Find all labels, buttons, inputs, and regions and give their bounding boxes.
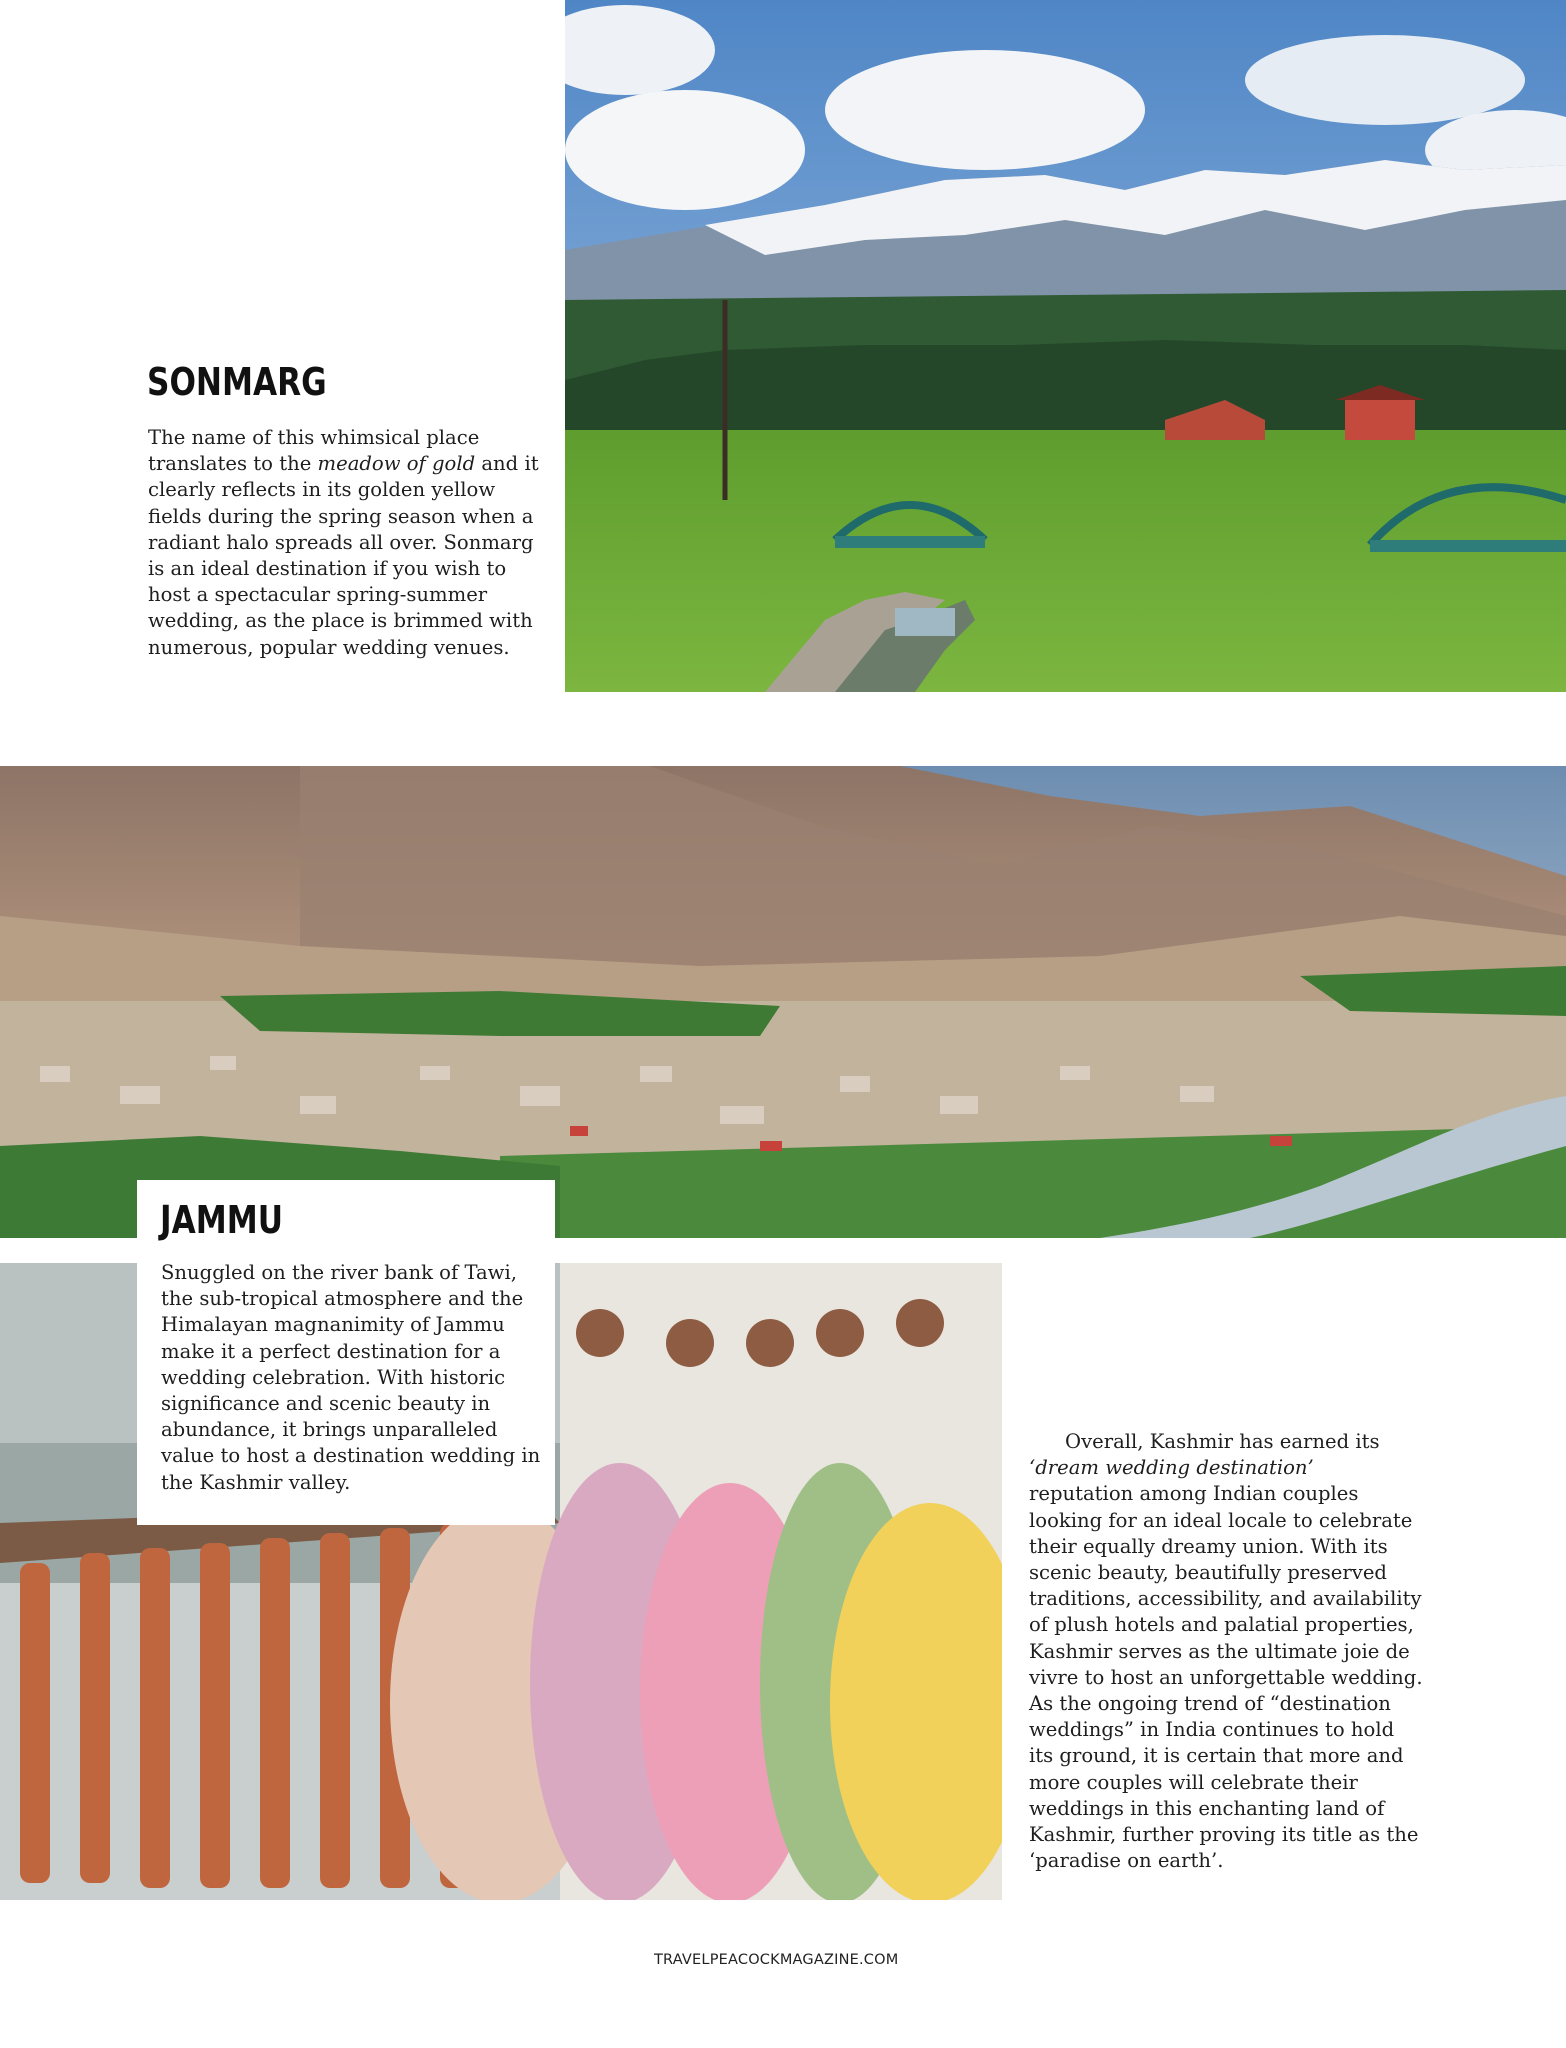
sonmarg-heading: SONMARG (147, 360, 327, 404)
jammu-description: Snuggled on the river bank of Tawi, the sub-tropical atmosphere and the Himalayan magnanimity of Jammu make it a perfect destination for a wedding celebration. With historic significance and scenic beauty in abundance, it brings unparalleled value to host a destination wedding in the Kashmir valley. (161, 1261, 541, 1494)
conclusion-paragraph (1029, 1429, 1424, 1874)
conclusion-text-2: reputation among Indian couples looking for an ideal locale to celebrate their equally dreamy union. With its scenic beauty, beautifully preserved traditions, accessibility, and availability of plush hotels and palatial properties, Kashmir serves as the ultimate joie de vivre to host an unforgettable wedding. As the ongoing trend of “destination weddings” in India continues to hold its ground, it is certain that more and more couples will celebrate their weddings in this enchanting land of Kashmir, further proving its title as the ‘paradise on earth’. (1029, 1482, 1423, 1873)
footer-website: TRAVELPEACOCKMAGAZINE.COM (654, 1952, 899, 1968)
jammu-panorama-photo (0, 766, 1566, 1238)
sonmarg-description (148, 425, 543, 661)
conclusion-text-italic: ‘dream wedding destination’ (1029, 1456, 1314, 1480)
sonmarg-photo (565, 0, 1566, 692)
jammu-heading: JAMMU (160, 1198, 284, 1242)
sonmarg-text-2: and it clearly reflects in its golden yellow fields during the spring season when a radiant halo spreads all over. Sonmarg is an ideal destination if you wish to host a spectacular spring-summer wedding, as the place is brimmed with numerous, popular wedding venues. (148, 452, 539, 659)
sonmarg-text-1: The name of this whimsical place translates to the (148, 426, 480, 476)
sonmarg-text-italic: meadow of gold (317, 452, 476, 476)
jammu-caption-box (137, 1180, 555, 1525)
conclusion-text-1: Overall, Kashmir has earned its (1065, 1430, 1380, 1453)
